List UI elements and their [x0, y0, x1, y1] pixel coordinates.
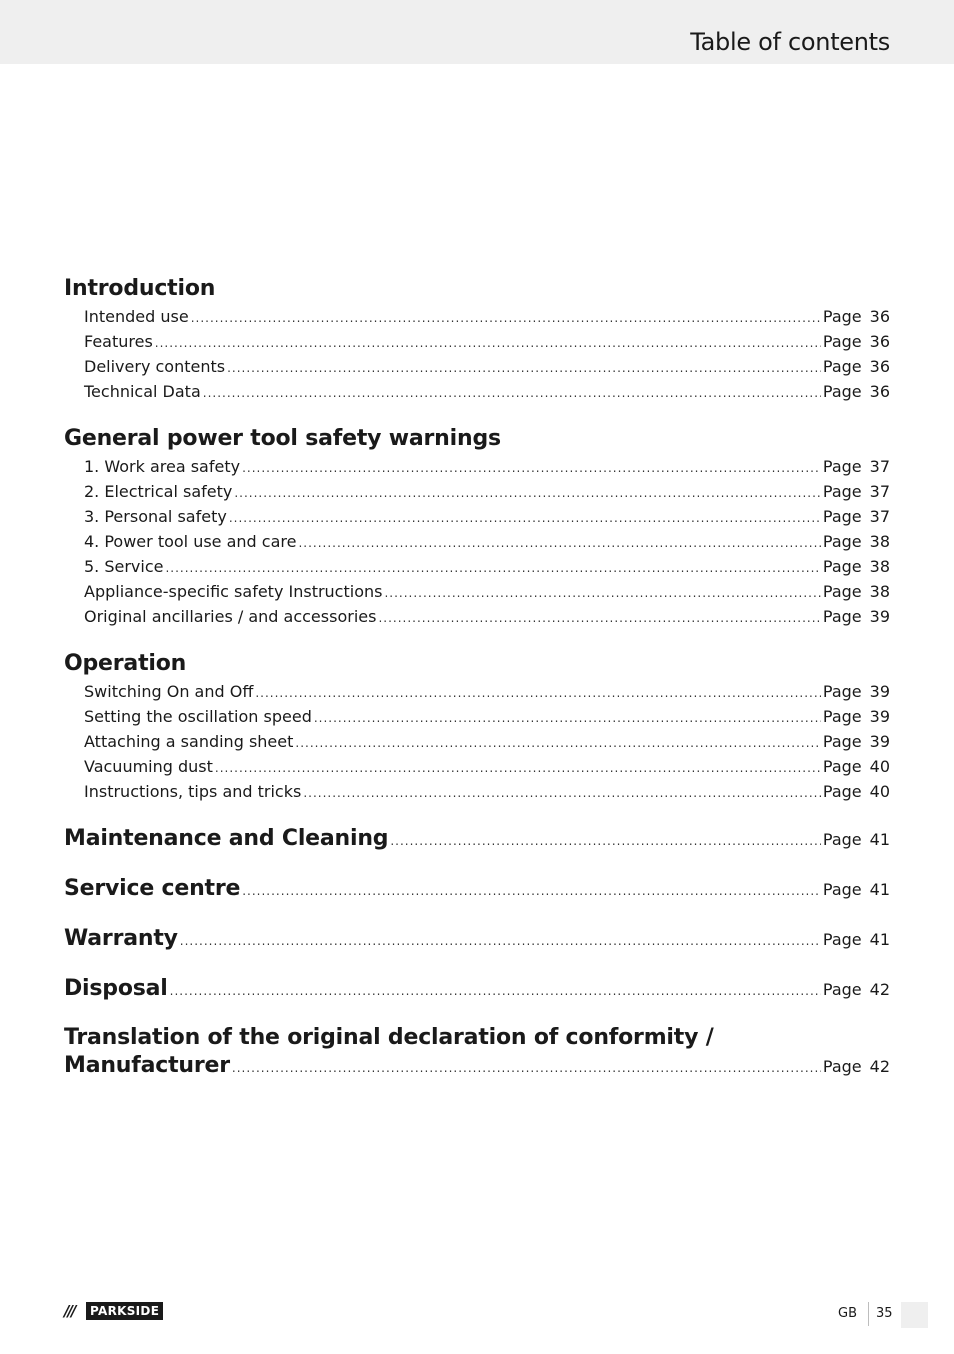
- page-number: 37: [869, 482, 890, 501]
- page-tab-marker: [901, 1302, 928, 1328]
- entry-label: 1. Work area safety: [84, 457, 241, 476]
- heading-label: Service centre: [64, 876, 241, 901]
- page-number: 39: [869, 707, 890, 726]
- page-number: 36: [869, 357, 890, 376]
- dot-leader: [242, 456, 821, 481]
- page-reference: Page 38: [822, 532, 890, 551]
- entry-label: 2. Electrical safety: [84, 482, 233, 501]
- page-reference: Page 37: [822, 482, 890, 501]
- page-number: 39: [869, 682, 890, 701]
- dot-leader: [232, 1053, 821, 1083]
- logo-text: PARKSIDE: [86, 1302, 163, 1320]
- entry-label: Appliance-specific safety Instructions: [84, 582, 383, 601]
- toc-entry[interactable]: [64, 779, 890, 804]
- page-number: 41: [869, 880, 890, 899]
- heading-label: Disposal: [64, 976, 168, 1001]
- page-reference: Page 41: [822, 930, 890, 949]
- toc-heading-service-centre[interactable]: [64, 874, 890, 904]
- section-title: Operation: [64, 651, 187, 676]
- declaration-title-line2: Manufacturer: [64, 1053, 230, 1078]
- toc-entry[interactable]: [64, 704, 890, 729]
- page-number: 36: [869, 307, 890, 326]
- section-introduction: [64, 274, 890, 404]
- declaration-line2: [64, 1051, 890, 1081]
- page-number: 41: [869, 930, 890, 949]
- dot-leader: [255, 681, 821, 706]
- page-reference: Page 39: [822, 707, 890, 726]
- toc-heading-disposal[interactable]: [64, 974, 890, 1004]
- dot-leader: [378, 606, 820, 631]
- page-reference: Page 36: [822, 357, 890, 376]
- page-reference: Page 39: [822, 607, 890, 626]
- page-number: 38: [869, 582, 890, 601]
- page-number-footer: 35: [876, 1306, 893, 1321]
- entry-label: 5. Service: [84, 557, 164, 576]
- dot-leader: [170, 976, 821, 1006]
- page-reference: Page 40: [822, 782, 890, 801]
- dot-leader: [215, 756, 821, 781]
- dot-leader: [298, 531, 820, 556]
- entry-label: Original ancillaries / and accessories: [84, 607, 377, 626]
- entry-label: 4. Power tool use and care: [84, 532, 297, 551]
- toc-entry[interactable]: [64, 479, 890, 504]
- dot-leader: [229, 506, 821, 531]
- entry-label: Delivery contents: [84, 357, 226, 376]
- page-reference: Page 36: [822, 307, 890, 326]
- page-number: 42: [869, 1057, 890, 1076]
- toc-entry[interactable]: [64, 754, 890, 779]
- page-number: 38: [869, 557, 890, 576]
- toc-entry[interactable]: [64, 329, 890, 354]
- heading-label: Maintenance and Cleaning: [64, 826, 389, 851]
- section-title: General power tool safety warnings: [64, 426, 501, 451]
- heading-label: Warranty: [64, 926, 178, 951]
- toc-entry[interactable]: [64, 304, 890, 329]
- page-reference: Page 39: [822, 732, 890, 751]
- entry-label: Intended use: [84, 307, 189, 326]
- page-number: 40: [869, 782, 890, 801]
- page-number: 41: [869, 830, 890, 849]
- page-number: 39: [869, 732, 890, 751]
- page-reference: Page 37: [822, 507, 890, 526]
- dot-leader: [191, 306, 821, 331]
- dot-leader: [155, 331, 821, 356]
- toc-entry[interactable]: [64, 454, 890, 479]
- entry-label: 3. Personal safety: [84, 507, 227, 526]
- page-reference: Page 38: [822, 582, 890, 601]
- page-number: 37: [869, 457, 890, 476]
- dot-leader: [390, 826, 821, 856]
- dot-leader: [180, 926, 821, 956]
- page-reference: Page 38: [822, 557, 890, 576]
- page-reference: Page 42: [822, 1057, 890, 1076]
- section-title: Introduction: [64, 276, 216, 301]
- page-reference: Page 36: [822, 332, 890, 351]
- dot-leader: [295, 731, 821, 756]
- page-reference: Page 37: [822, 457, 890, 476]
- entry-label: Instructions, tips and tricks: [84, 782, 302, 801]
- entry-label: Switching On and Off: [84, 682, 254, 701]
- entry-label: Features: [84, 332, 153, 351]
- dot-leader: [227, 356, 821, 381]
- entry-label: Setting the oscillation speed: [84, 707, 312, 726]
- declaration-title-line1: Translation of the original declaration of conformity /: [64, 1025, 714, 1050]
- dot-leader: [203, 381, 821, 406]
- parkside-logo: [64, 1302, 176, 1320]
- toc-entry[interactable]: [64, 504, 890, 529]
- dot-leader: [165, 556, 820, 581]
- toc-entry[interactable]: [64, 604, 890, 629]
- page-reference: Page 40: [822, 757, 890, 776]
- page-reference: Page 41: [822, 880, 890, 899]
- toc-entry[interactable]: [64, 379, 890, 404]
- section-safety-warnings: [64, 424, 890, 629]
- section-operation: [64, 649, 890, 804]
- page-reference: Page 39: [822, 682, 890, 701]
- dot-leader: [242, 876, 821, 906]
- page-number: 38: [869, 532, 890, 551]
- entry-label: Vacuuming dust: [84, 757, 213, 776]
- language-code: GB: [838, 1306, 857, 1321]
- toc-entry[interactable]: [64, 729, 890, 754]
- toc-heading-declaration[interactable]: [64, 1024, 890, 1081]
- dot-leader: [384, 581, 820, 606]
- table-of-contents: [64, 274, 890, 1081]
- page-reference: Page 41: [822, 830, 890, 849]
- toc-entry[interactable]: [64, 679, 890, 704]
- page-reference: Page 36: [822, 382, 890, 401]
- page-number: 37: [869, 507, 890, 526]
- entry-label: Attaching a sanding sheet: [84, 732, 294, 751]
- page-number: 42: [869, 980, 890, 999]
- logo-slashes: ///: [64, 1302, 75, 1320]
- entry-label: Technical Data: [84, 382, 201, 401]
- page-number: 39: [869, 607, 890, 626]
- toc-entry[interactable]: [64, 529, 890, 554]
- page-number: 40: [869, 757, 890, 776]
- dot-leader: [303, 781, 821, 806]
- page-number: 36: [869, 332, 890, 351]
- page-number: 36: [869, 382, 890, 401]
- page-title: Table of contents: [690, 28, 890, 56]
- toc-heading-maintenance[interactable]: [64, 824, 890, 854]
- page-reference: Page 42: [822, 980, 890, 999]
- dot-leader: [234, 481, 821, 506]
- toc-heading-warranty[interactable]: [64, 924, 890, 954]
- toc-entry[interactable]: [64, 354, 890, 379]
- toc-entry[interactable]: [64, 554, 890, 579]
- toc-entry[interactable]: [64, 579, 890, 604]
- footer-divider: [868, 1302, 869, 1326]
- dot-leader: [314, 706, 821, 731]
